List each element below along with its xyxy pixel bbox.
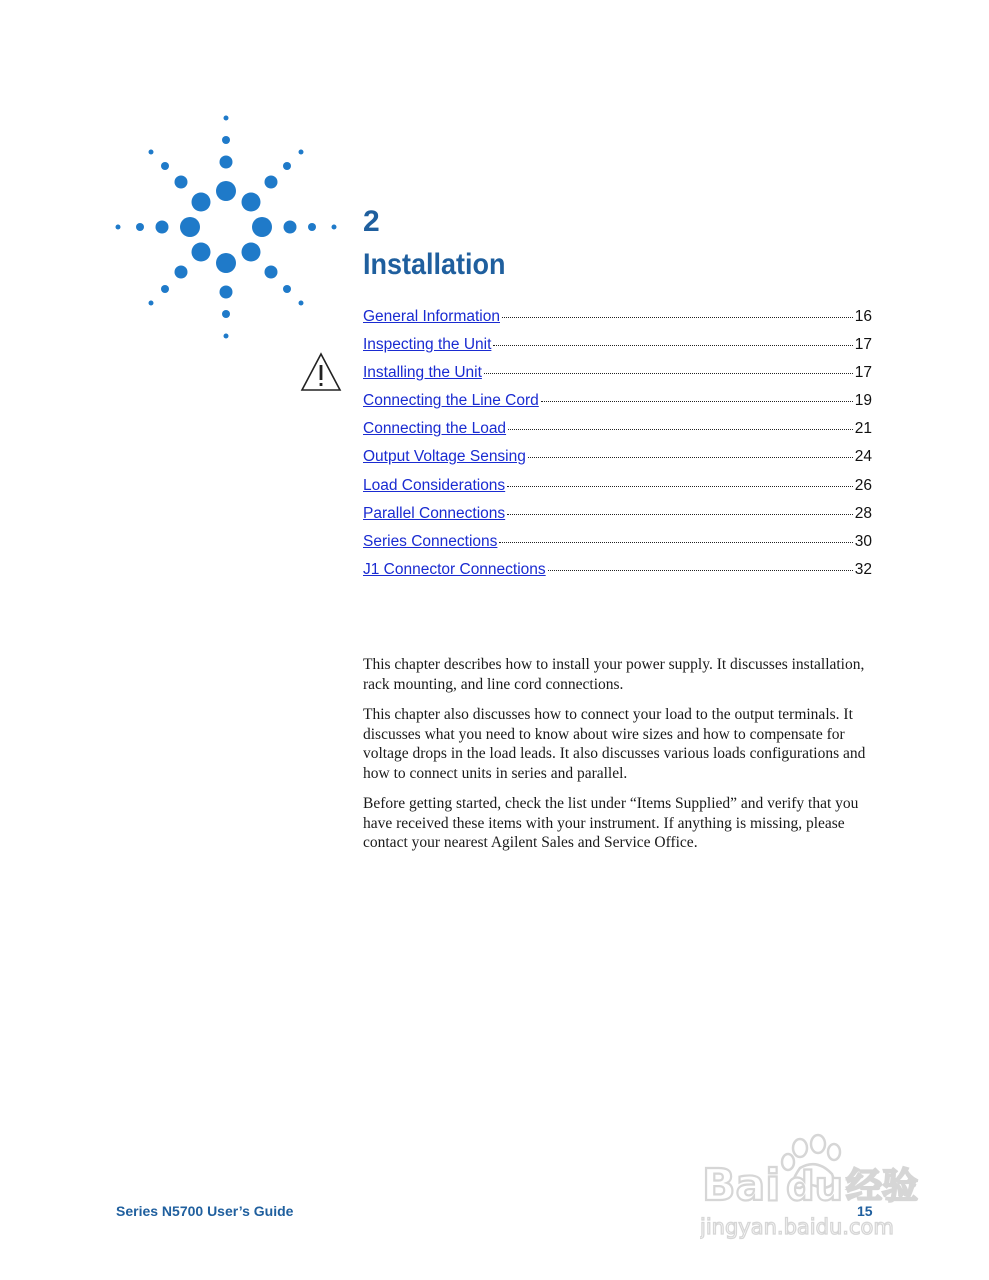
toc-entry bbox=[363, 308, 872, 336]
toc-leader-dots bbox=[507, 486, 853, 487]
toc-link-connecting-the-line-cord[interactable]: Connecting the Line Cord bbox=[363, 392, 539, 410]
footer-guide-title: Series N5700 User’s Guide bbox=[116, 1203, 294, 1219]
toc-entry bbox=[363, 364, 872, 392]
toc-link-output-voltage-sensing[interactable]: Output Voltage Sensing bbox=[363, 448, 526, 466]
toc-page-number: 17 bbox=[854, 336, 872, 354]
toc-leader-dots bbox=[508, 429, 853, 430]
toc-entry bbox=[363, 561, 872, 589]
intro-paragraph-2: This chapter also discusses how to connect your load to the output terminals. It discusses what you need to know about wire sizes and how to compensate for voltage drops in the load leads. It also discusses various loads configurations and how to connect units in series and parallel. bbox=[363, 706, 866, 782]
warning-triangle-icon bbox=[300, 352, 342, 392]
toc-entry bbox=[363, 448, 872, 476]
toc-page-number: 28 bbox=[854, 504, 872, 522]
toc-link-inspecting-the-unit[interactable]: Inspecting the Unit bbox=[363, 336, 492, 354]
toc-page-number: 16 bbox=[854, 308, 872, 325]
toc-link-installing-the-unit[interactable]: Installing the Unit bbox=[363, 364, 482, 382]
footer-page-number: 15 bbox=[857, 1203, 873, 1219]
toc-leader-dots bbox=[484, 373, 853, 374]
toc-entry bbox=[363, 477, 872, 505]
table-of-contents bbox=[363, 308, 872, 589]
baidu-watermark bbox=[700, 1130, 940, 1245]
intro-paragraph-1: This chapter describes how to install your power supply. It discusses installation, rack mounting, and line cord connections. bbox=[363, 656, 865, 693]
agilent-spark-logo bbox=[110, 110, 340, 345]
toc-page-number: 26 bbox=[854, 476, 872, 494]
toc-entry bbox=[363, 505, 872, 533]
toc-page-number: 32 bbox=[854, 560, 872, 578]
toc-entry bbox=[363, 336, 872, 364]
toc-page-number: 19 bbox=[854, 392, 872, 410]
toc-page-number: 24 bbox=[854, 448, 872, 466]
toc-leader-dots bbox=[548, 570, 853, 571]
toc-leader-dots bbox=[541, 401, 853, 402]
toc-page-number: 21 bbox=[854, 420, 872, 438]
svg-text:jingyan.baidu.com: jingyan.baidu.com bbox=[700, 1215, 894, 1239]
toc-link-general-information[interactable]: General Information bbox=[363, 308, 500, 325]
toc-leader-dots bbox=[493, 345, 852, 346]
toc-entry bbox=[363, 392, 872, 420]
toc-leader-dots bbox=[502, 317, 853, 318]
toc-link-parallel-connections[interactable]: Parallel Connections bbox=[363, 504, 506, 522]
toc-entry bbox=[363, 533, 872, 561]
chapter-intro bbox=[363, 655, 873, 864]
toc-leader-dots bbox=[499, 542, 852, 543]
toc-leader-dots bbox=[507, 514, 853, 515]
toc-entry bbox=[363, 420, 872, 448]
toc-page-number: 30 bbox=[854, 532, 872, 550]
chapter-number: 2 bbox=[363, 205, 381, 238]
toc-link-load-considerations[interactable]: Load Considerations bbox=[363, 476, 506, 494]
toc-page-number: 17 bbox=[854, 364, 872, 382]
svg-text:Bai: Bai bbox=[702, 1160, 781, 1211]
toc-link-series-connections[interactable]: Series Connections bbox=[363, 532, 498, 550]
svg-text:经验: 经验 bbox=[846, 1166, 919, 1207]
toc-leader-dots bbox=[528, 457, 853, 458]
chapter-title: Installation bbox=[363, 248, 506, 281]
svg-text:du: du bbox=[786, 1164, 844, 1210]
intro-paragraph-3: Before getting started, check the list under “Items Supplied” and verify that you have received these items with your instrument. If anything is missing, please contact your nearest Agilent Sales and Service Office. bbox=[363, 795, 859, 851]
toc-link-j1-connector-connections[interactable]: J1 Connector Connections bbox=[363, 560, 546, 578]
toc-link-connecting-the-load[interactable]: Connecting the Load bbox=[363, 420, 507, 438]
